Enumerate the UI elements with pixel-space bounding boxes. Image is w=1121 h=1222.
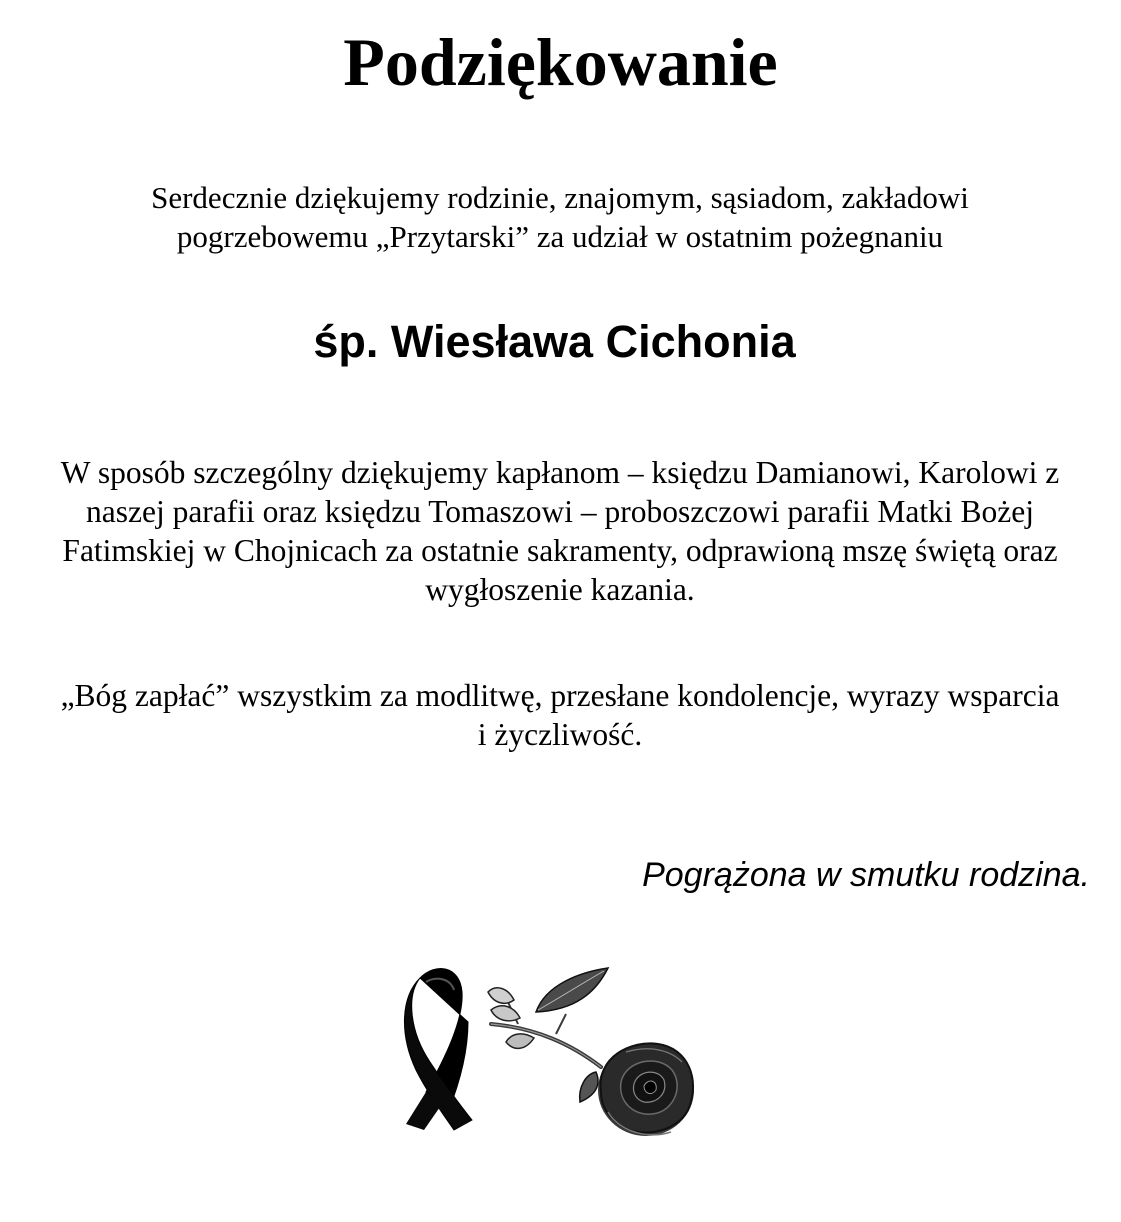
bless-line-2: i życzliwość. bbox=[477, 717, 643, 752]
special-line-3: Fatimskiej w Chojnicach za ostatnie sakramenty, odprawioną mszę świętą oraz bbox=[62, 533, 1058, 568]
special-line-4: wygłoszenie kazania. bbox=[425, 572, 695, 607]
mourning-ribbon-icon bbox=[404, 969, 472, 1130]
deceased-name: śp. Wiesława Cichonia bbox=[313, 316, 796, 367]
blessing-paragraph bbox=[14, 676, 1106, 754]
family-signature: Pogrążona w smutku rodzina. bbox=[642, 856, 1090, 894]
black-rose-icon bbox=[598, 1043, 694, 1136]
thanks-line-2: pogrzebowemu „Przytarski” za udział w ostatnim pożegnaniu bbox=[176, 219, 944, 254]
mourning-emblem bbox=[396, 962, 696, 1147]
special-thanks-paragraph bbox=[14, 453, 1106, 609]
thanks-line-1: Serdecznie dziękujemy rodzinie, znajomym, sąsiadom, zakładowi bbox=[151, 180, 969, 215]
thanks-paragraph bbox=[60, 178, 1060, 256]
page-title: Podziękowanie bbox=[343, 24, 778, 100]
bless-line-1: „Bóg zapłać” wszystkim za modlitwę, przesłane kondolencje, wyrazy wsparcia bbox=[60, 678, 1060, 713]
special-line-1: W sposób szczególny dziękujemy kapłanom – księdzu Damianowi, Karolowi z bbox=[60, 455, 1060, 490]
special-line-2: naszej parafii oraz księdzu Tomaszowi – proboszczowi parafii Matki Bożej bbox=[86, 494, 1034, 529]
